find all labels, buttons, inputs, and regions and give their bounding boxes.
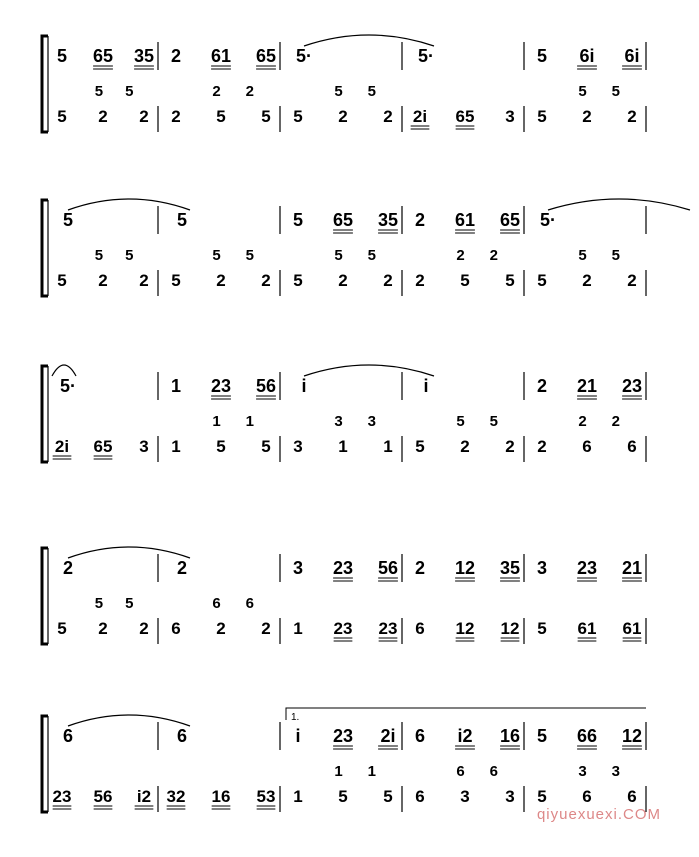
note-lower: 65 [93, 437, 113, 456]
note-lower: 5 [338, 787, 348, 806]
note-lower: 5 [293, 107, 303, 126]
note-upper: 5· [539, 210, 557, 230]
note-lower: 3 [460, 787, 470, 806]
note-lower: 6 [415, 619, 425, 638]
note-middle: 1 [334, 763, 343, 780]
note-upper: 65 [499, 210, 521, 230]
note-lower: 5 [171, 271, 181, 290]
system-bracket [42, 366, 48, 462]
note-lower: 6 [415, 787, 425, 806]
note-lower: 2 [415, 271, 425, 290]
note-upper: 16 [499, 726, 521, 746]
note-middle: 5 [334, 247, 343, 264]
note-middle: 5 [367, 247, 376, 264]
note-lower: 6 [582, 787, 592, 806]
note-upper: i [423, 376, 429, 396]
note-lower: 1 [293, 787, 303, 806]
note-upper: i [301, 376, 307, 396]
note-lower: 5 [57, 107, 67, 126]
note-middle: 5 [367, 83, 376, 100]
note-middle: 5 [94, 595, 104, 612]
note-lower: 23 [378, 619, 398, 638]
note-lower: 5 [537, 107, 547, 126]
note-middle: 5 [489, 413, 498, 430]
note-lower: 2 [261, 619, 271, 638]
note-upper: 6 [176, 726, 188, 746]
note-lower: 6 [627, 787, 637, 806]
note-upper: 35 [133, 46, 155, 66]
note-middle: 1 [245, 413, 254, 430]
note-upper: 5 [292, 210, 304, 230]
note-middle: 5 [578, 247, 587, 264]
note-lower: 5 [383, 787, 393, 806]
note-lower: 2 [383, 107, 393, 126]
note-lower: 16 [211, 787, 231, 806]
note-middle: 5 [611, 247, 620, 264]
note-lower: 2 [98, 107, 108, 126]
slur [68, 547, 190, 558]
note-middle: 6 [456, 763, 465, 780]
note-middle: 2 [456, 247, 465, 264]
note-lower: 6 [627, 437, 637, 456]
volta-label: 1. [291, 712, 300, 723]
note-upper: 5· [59, 376, 77, 396]
note-lower: 2 [460, 437, 470, 456]
note-lower: 2 [582, 271, 592, 290]
note-lower: 2 [627, 271, 637, 290]
slur [548, 199, 690, 210]
note-middle: 3 [334, 413, 343, 430]
note-middle: 5 [212, 247, 221, 264]
note-lower: 65 [455, 107, 475, 126]
note-upper: 6i [624, 46, 640, 66]
note-upper: 5 [536, 46, 548, 66]
note-lower: 61 [622, 619, 642, 638]
note-lower: 5 [537, 787, 547, 806]
note-upper: 65 [255, 46, 277, 66]
note-lower: 1 [338, 437, 348, 456]
note-upper: 23 [332, 558, 354, 578]
note-upper: 6i [579, 46, 595, 66]
system-1 [42, 35, 646, 132]
note-upper: 5 [56, 46, 68, 66]
note-lower: 12 [500, 619, 520, 638]
note-lower: 5 [537, 271, 547, 290]
note-middle: 2 [212, 83, 221, 100]
slur [304, 35, 434, 46]
note-middle: 5 [94, 83, 104, 100]
note-middle: 3 [367, 413, 376, 430]
note-upper: 21 [621, 558, 643, 578]
note-upper: 35 [377, 210, 399, 230]
note-middle: 5 [334, 83, 343, 100]
note-upper: 2 [414, 558, 426, 578]
slur [68, 715, 190, 726]
note-middle: 5 [125, 83, 134, 100]
note-middle: 5 [245, 247, 254, 264]
note-upper: 2i [380, 726, 396, 746]
note-lower: 2 [139, 619, 149, 638]
note-lower: 2 [216, 271, 226, 290]
note-lower: 61 [577, 619, 597, 638]
note-middle: 6 [212, 595, 221, 612]
note-lower: 3 [139, 437, 149, 456]
note-lower: 2 [98, 271, 108, 290]
watermark: qiyuexuexi.COM [536, 806, 661, 823]
note-lower: 2 [505, 437, 515, 456]
note-lower: 3 [293, 437, 303, 456]
note-lower: 2 [171, 107, 181, 126]
system-3 [42, 365, 646, 462]
note-upper: 2 [170, 46, 182, 66]
note-lower: 1 [383, 437, 393, 456]
note-lower: 5 [261, 437, 271, 456]
note-lower: 2 [582, 107, 592, 126]
note-lower: 5 [261, 107, 271, 126]
note-lower: 5 [537, 619, 547, 638]
note-lower: 2 [627, 107, 637, 126]
note-upper: 35 [499, 558, 521, 578]
note-upper: 65 [332, 210, 354, 230]
note-upper: 23 [576, 558, 598, 578]
note-upper: 6 [414, 726, 426, 746]
system-bracket [42, 36, 48, 132]
note-middle: 2 [611, 413, 620, 430]
note-lower: 5 [415, 437, 425, 456]
note-lower: 2 [537, 437, 547, 456]
note-lower: 5 [57, 619, 67, 638]
note-upper: 2 [536, 376, 548, 396]
note-upper: i [295, 726, 301, 746]
note-middle: 6 [489, 763, 498, 780]
note-upper: 12 [621, 726, 643, 746]
note-lower: 2 [216, 619, 226, 638]
note-lower: 2 [338, 107, 348, 126]
note-upper: 1 [170, 376, 182, 396]
note-upper: 5 [62, 210, 74, 230]
note-middle: 5 [94, 247, 104, 264]
note-middle: 3 [611, 763, 620, 780]
note-upper: 23 [621, 376, 643, 396]
note-lower: 2 [383, 271, 393, 290]
note-lower: 53 [256, 787, 276, 806]
note-lower: i2 [136, 787, 152, 806]
note-upper: i2 [457, 726, 473, 746]
note-upper: 65 [92, 46, 114, 66]
note-lower: 23 [333, 619, 353, 638]
note-lower: 12 [455, 619, 475, 638]
note-upper: 2 [62, 558, 74, 578]
note-upper: 56 [377, 558, 399, 578]
note-lower: 5 [293, 271, 303, 290]
note-upper: 5· [295, 46, 313, 66]
note-middle: 5 [578, 83, 587, 100]
note-middle: 5 [125, 595, 134, 612]
note-lower: 6 [582, 437, 592, 456]
note-upper: 66 [576, 726, 598, 746]
note-middle: 5 [125, 247, 134, 264]
note-lower: 2i [412, 107, 428, 126]
note-upper: 5 [176, 210, 188, 230]
note-lower: 5 [216, 437, 226, 456]
slur [68, 199, 190, 210]
note-upper: 23 [332, 726, 354, 746]
note-lower: 32 [166, 787, 186, 806]
system-bracket [42, 200, 48, 296]
note-upper: 2 [176, 558, 188, 578]
note-lower: 2 [98, 619, 108, 638]
note-upper: 3 [536, 558, 548, 578]
note-lower: 5 [57, 271, 67, 290]
system-5 [42, 708, 646, 812]
note-lower: 2 [261, 271, 271, 290]
note-middle: 5 [456, 413, 465, 430]
note-upper: 23 [210, 376, 232, 396]
volta-bracket [286, 708, 646, 720]
note-lower: 1 [171, 437, 181, 456]
note-upper: 21 [576, 376, 598, 396]
note-upper: 3 [292, 558, 304, 578]
note-lower: 5 [505, 271, 515, 290]
note-upper: 6 [62, 726, 74, 746]
note-middle: 2 [245, 83, 254, 100]
note-middle: 2 [489, 247, 498, 264]
slur [52, 365, 76, 376]
note-middle: 2 [578, 413, 587, 430]
note-lower: 2i [54, 437, 70, 456]
note-upper: 2 [414, 210, 426, 230]
note-lower: 5 [460, 271, 470, 290]
note-lower: 2 [139, 107, 149, 126]
note-upper: 61 [210, 46, 232, 66]
note-middle: 3 [578, 763, 587, 780]
system-bracket [42, 548, 48, 644]
note-lower: 2 [338, 271, 348, 290]
note-lower: 5 [216, 107, 226, 126]
note-upper: 61 [454, 210, 476, 230]
system-bracket [42, 716, 48, 812]
note-middle: 6 [245, 595, 254, 612]
note-lower: 1 [293, 619, 303, 638]
note-upper: 5 [536, 726, 548, 746]
system-2 [42, 199, 690, 296]
note-lower: 6 [171, 619, 181, 638]
system-4 [42, 547, 646, 644]
slur [304, 365, 434, 376]
note-upper: 12 [454, 558, 476, 578]
note-middle: 1 [367, 763, 376, 780]
note-lower: 3 [505, 787, 515, 806]
note-upper: 56 [255, 376, 277, 396]
note-middle: 5 [611, 83, 620, 100]
note-middle: 1 [212, 413, 221, 430]
note-lower: 3 [505, 107, 515, 126]
note-lower: 2 [139, 271, 149, 290]
note-lower: 23 [52, 787, 72, 806]
note-lower: 56 [93, 787, 113, 806]
note-upper: 5· [417, 46, 435, 66]
